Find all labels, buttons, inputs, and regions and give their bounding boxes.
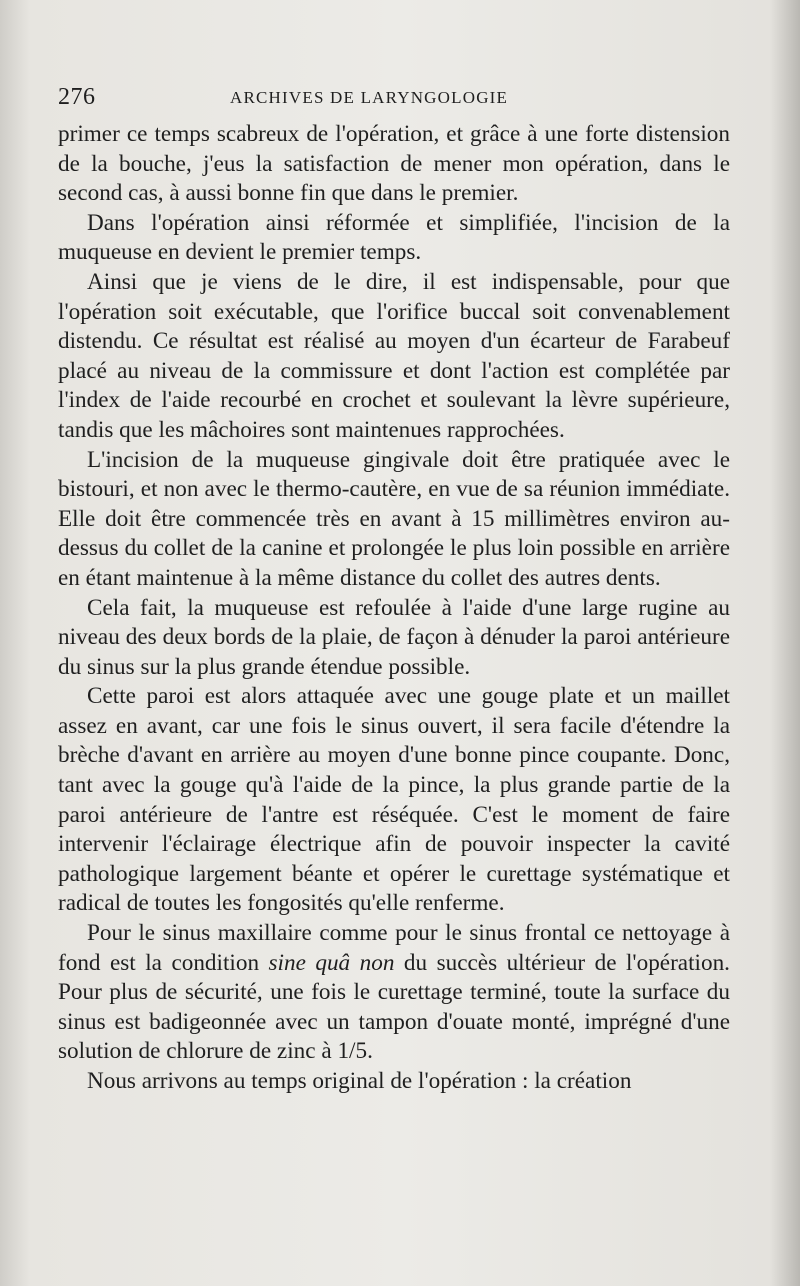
paragraph: Dans l'opération ainsi réformée et simplifiée, l'incision de la muqueuse en devient le premier temps. <box>58 209 730 266</box>
page-number: 276 <box>58 84 96 110</box>
paragraph-text: Pour le sinus maxillaire comme pour le sinus frontal ce nettoyage à fond est la condition <box>58 920 730 976</box>
paragraph-continued: primer ce temps scabreux de l'opération, et grâce à une forte distension de la bouche, j'eus la satisfaction de mener mon opération, dans le second cas, à aussi bonne fin que dans le premier. <box>58 121 730 207</box>
journal-title: ARCHIVES DE LARYNGOLOGIE <box>230 88 509 107</box>
body-text <box>58 120 730 1097</box>
paragraph: Cela fait, la muqueuse est refoulée à l'aide d'une large rugine au niveau des deux bords de la plaie, de façon à dénuder la paroi antérieure du sinus sur la plus grande étendue possible. <box>58 594 730 680</box>
running-header <box>58 84 738 114</box>
paragraph <box>58 919 730 1067</box>
paragraph: Ainsi que je viens de le dire, il est indispensable, pour que l'opération soit exécutable, que l'orifice buccal soit convenablement distendu. Ce résultat est réalisé au moyen d'un écarteur de Farabeuf placé au niveau de la commissure et dont l'action est complétée par l'index de l'aide recourbé en crochet et soulevant la lèvre supérieure, tandis que les mâchoires sont maintenues rapprochées. <box>58 268 730 443</box>
paragraph: L'incision de la muqueuse gingivale doit être pratiquée avec le bistouri, et non avec le thermo-cautère, en vue de sa réunion immédiate. Elle doit être commencée très en avant à 15 millimètres environ au-dessus du collet de la canine et prolongée le plus loin possible en arrière en étant maintenue à la même distance du collet des autres dents. <box>58 446 730 591</box>
paragraph-text: du succès ultérieur de l'opération. Pour plus de sécurité, une fois le curettage terminé, toute la surface du sinus est badigeonnée avec un tampon d'ouate monté, imprégné d'une solution de chlorure de zinc à 1/5. <box>58 949 730 1065</box>
paragraph: Cette paroi est alors attaquée avec une gouge plate et un maillet assez en avant, car une fois le sinus ouvert, il sera facile d'étendre la brèche d'avant en arrière au moyen d'une bonne pince coupante. Donc, tant avec la gouge qu'à l'aide de la pince, la plus grande partie de la paroi antérieure de l'antre est réséquée. C'est le moment de faire intervenir l'éclairage électrique afin de pouvoir inspecter la cavité pathologique largement béante et opérer le curettage systématique et radical de toutes les fongosités qu'elle renferme. <box>58 683 730 917</box>
latin-phrase: sine quâ non <box>268 949 395 976</box>
paragraph-last-line: Nous arrivons au temps original de l'opération : la création <box>87 1068 632 1094</box>
